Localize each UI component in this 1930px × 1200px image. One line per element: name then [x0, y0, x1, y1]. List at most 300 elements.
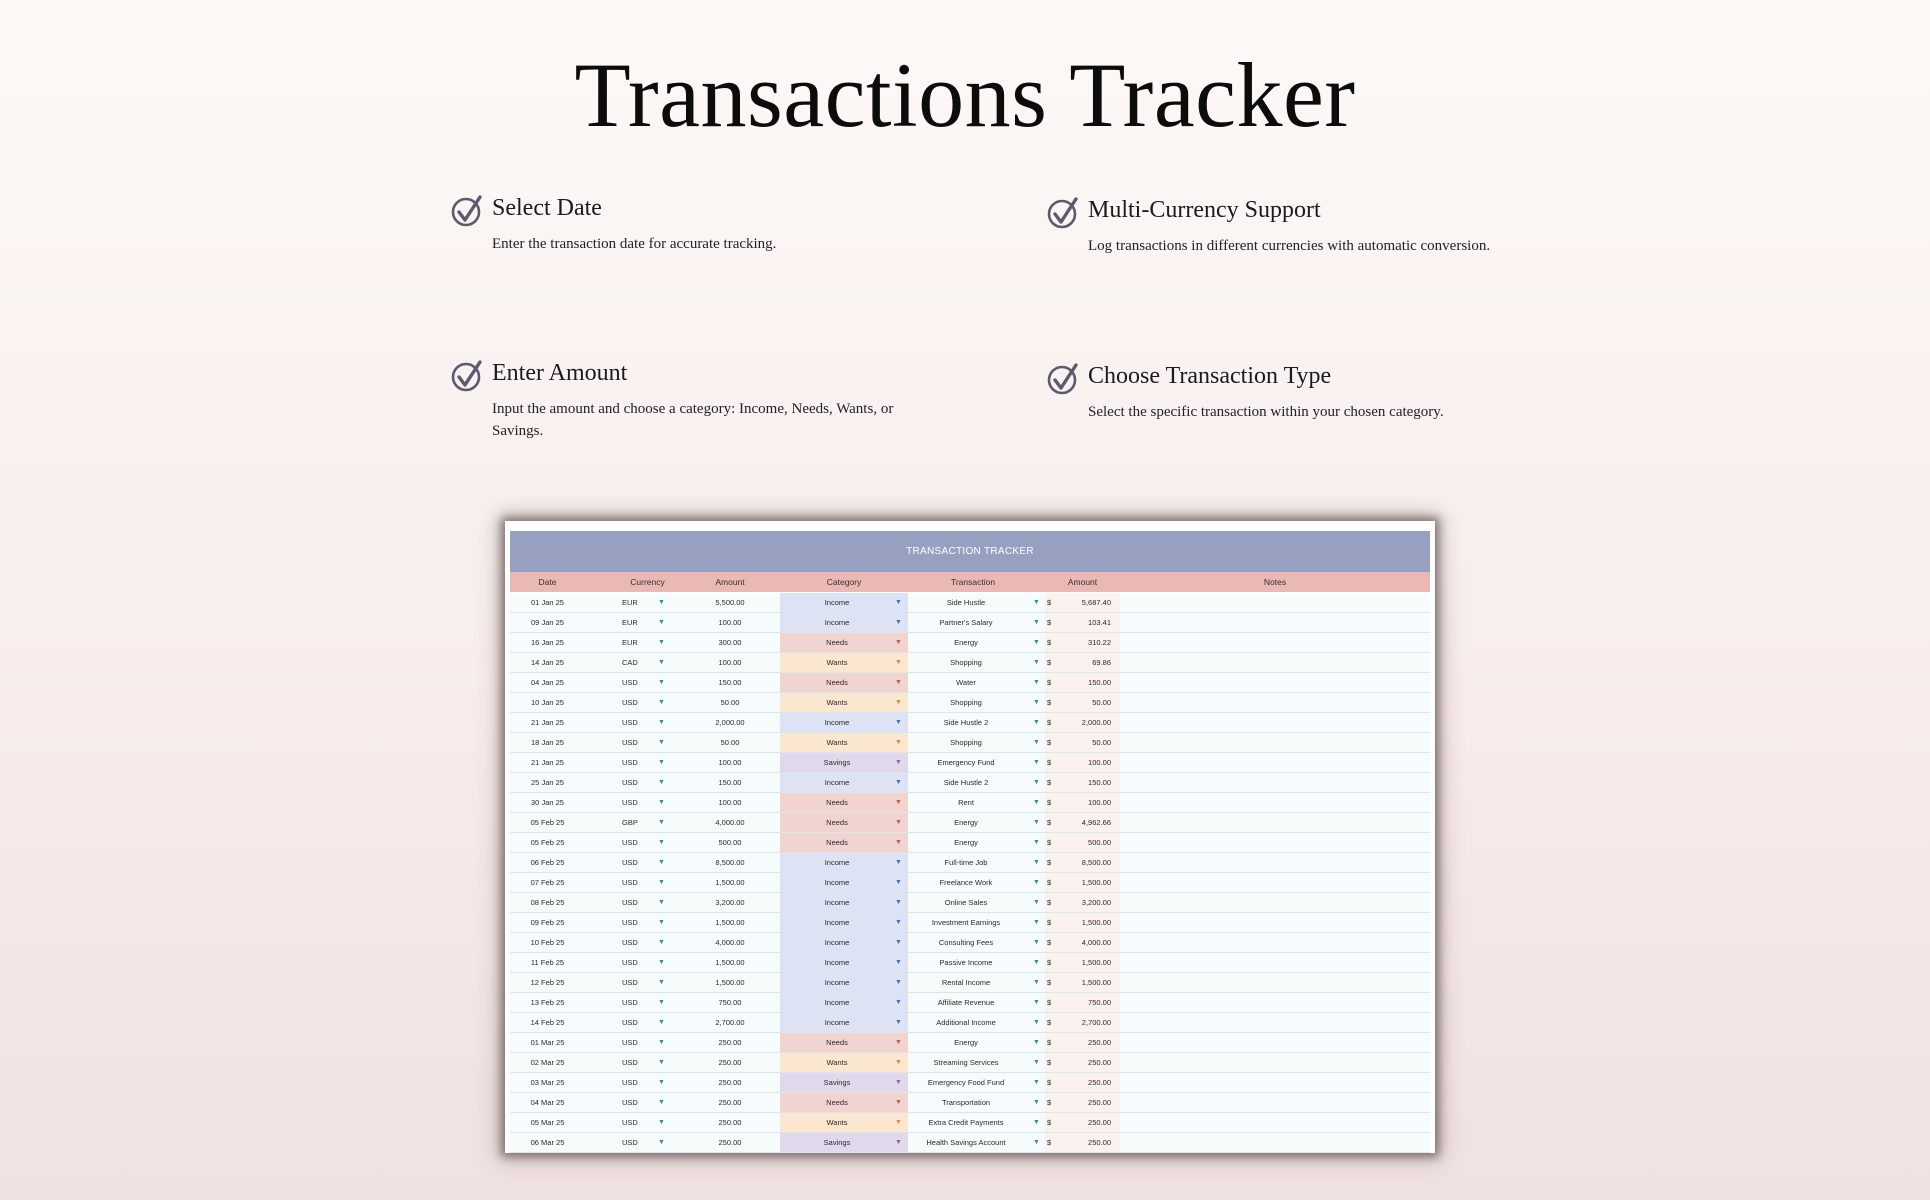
currency-dropdown-icon[interactable]: ▼	[658, 999, 665, 1006]
cell-date[interactable]: 05 Feb 25	[530, 818, 565, 827]
category-dropdown-icon[interactable]: ▼	[895, 1079, 902, 1086]
category-dropdown-icon[interactable]: ▼	[895, 839, 902, 846]
feature-description: Log transactions in different currencies with automatic conversion.	[1088, 238, 1491, 254]
cell-converted-amount: 2,000.00	[1081, 718, 1111, 727]
table-row[interactable]	[510, 753, 1430, 773]
cell-currency[interactable]: CAD	[622, 658, 638, 667]
cell-currency[interactable]: USD	[622, 1098, 638, 1107]
currency-dropdown-icon[interactable]: ▼	[658, 839, 665, 846]
cell-date[interactable]: 06 Feb 25	[530, 858, 565, 867]
cell-category[interactable]: Income	[824, 998, 850, 1007]
feature-description: Enter the transaction date for accurate tracking.	[492, 236, 777, 252]
currency-symbol: $	[1047, 718, 1052, 727]
currency-dropdown-icon[interactable]: ▼	[658, 779, 665, 786]
transaction-dropdown-icon[interactable]: ▼	[1033, 799, 1040, 806]
category-dropdown-icon[interactable]: ▼	[895, 599, 902, 606]
cell-currency[interactable]: USD	[622, 838, 638, 847]
cell-amount[interactable]: 100.00	[718, 658, 742, 667]
cell-date[interactable]: 01 Jan 25	[531, 598, 564, 607]
currency-symbol: $	[1047, 758, 1052, 767]
cell-date[interactable]: 05 Feb 25	[530, 838, 565, 847]
cell-currency[interactable]: USD	[622, 1078, 638, 1087]
currency-dropdown-icon[interactable]: ▼	[658, 819, 665, 826]
header-transaction: Transaction	[950, 577, 996, 587]
currency-symbol: $	[1047, 1058, 1052, 1067]
table-row[interactable]	[510, 1013, 1430, 1033]
currency-dropdown-icon[interactable]: ▼	[658, 799, 665, 806]
cell-transaction[interactable]: Extra Credit Payments	[928, 1118, 1004, 1127]
transaction-dropdown-icon[interactable]: ▼	[1033, 819, 1040, 826]
cell-category[interactable]: Income	[824, 778, 850, 787]
transaction-dropdown-icon[interactable]: ▼	[1033, 839, 1040, 846]
cell-category[interactable]: Needs	[826, 1038, 848, 1047]
cell-currency[interactable]: USD	[622, 1038, 638, 1047]
transaction-dropdown-icon[interactable]: ▼	[1033, 919, 1040, 926]
cell-amount[interactable]: 250.00	[718, 1038, 742, 1047]
cell-converted-amount: 150.00	[1088, 778, 1111, 787]
cell-amount[interactable]: 250.00	[718, 1058, 742, 1067]
cell-converted-amount: 50.00	[1092, 698, 1111, 707]
table-row[interactable]	[510, 653, 1430, 673]
cell-date[interactable]: 10 Feb 25	[530, 938, 565, 947]
cell-transaction[interactable]: Energy	[954, 838, 978, 847]
cell-date[interactable]: 08 Feb 25	[530, 898, 565, 907]
cell-currency[interactable]: USD	[622, 678, 638, 687]
table-row[interactable]	[510, 1093, 1430, 1113]
currency-dropdown-icon[interactable]: ▼	[658, 739, 665, 746]
currency-symbol: $	[1047, 1118, 1052, 1127]
cell-category[interactable]: Savings	[823, 1078, 851, 1087]
cell-currency[interactable]: USD	[622, 758, 638, 767]
cell-amount[interactable]: 2,700.00	[715, 1018, 745, 1027]
cell-amount[interactable]: 50.00	[720, 738, 740, 747]
cell-converted-amount: 750.00	[1088, 998, 1111, 1007]
cell-converted-amount: 69.86	[1092, 658, 1111, 667]
cell-date[interactable]: 18 Jan 25	[531, 738, 564, 747]
table-row[interactable]	[510, 613, 1430, 633]
cell-transaction[interactable]: Emergency Fund	[937, 758, 995, 767]
cell-converted-amount: 250.00	[1088, 1118, 1111, 1127]
cell-transaction[interactable]: Rent	[958, 798, 974, 807]
category-dropdown-icon[interactable]: ▼	[895, 719, 902, 726]
category-dropdown-icon[interactable]: ▼	[895, 1099, 902, 1106]
category-dropdown-icon[interactable]: ▼	[895, 639, 902, 646]
cell-amount[interactable]: 300.00	[718, 638, 742, 647]
cell-transaction[interactable]: Side Hustle 2	[943, 718, 989, 727]
transaction-dropdown-icon[interactable]: ▼	[1033, 1059, 1040, 1066]
cell-date[interactable]: 25 Jan 25	[531, 778, 564, 787]
cell-transaction[interactable]: Freelance Work	[939, 878, 993, 887]
transaction-dropdown-icon[interactable]: ▼	[1033, 779, 1040, 786]
cell-transaction[interactable]: Passive Income	[939, 958, 993, 967]
currency-symbol: $	[1047, 978, 1052, 987]
transaction-dropdown-icon[interactable]: ▼	[1033, 999, 1040, 1006]
category-dropdown-icon[interactable]: ▼	[895, 859, 902, 866]
currency-dropdown-icon[interactable]: ▼	[658, 1119, 665, 1126]
cell-converted-amount: 250.00	[1088, 1138, 1111, 1147]
currency-dropdown-icon[interactable]: ▼	[658, 599, 665, 606]
transaction-dropdown-icon[interactable]: ▼	[1033, 959, 1040, 966]
cell-amount[interactable]: 1,500.00	[715, 958, 745, 967]
category-dropdown-icon[interactable]: ▼	[895, 779, 902, 786]
category-dropdown-icon[interactable]: ▼	[895, 1139, 902, 1146]
currency-dropdown-icon[interactable]: ▼	[658, 639, 665, 646]
table-row[interactable]	[510, 633, 1430, 653]
cell-category[interactable]: Income	[824, 618, 850, 627]
cell-category[interactable]: Income	[824, 958, 850, 967]
currency-dropdown-icon[interactable]: ▼	[658, 1079, 665, 1086]
table-row[interactable]	[510, 673, 1430, 693]
currency-dropdown-icon[interactable]: ▼	[658, 899, 665, 906]
category-dropdown-icon[interactable]: ▼	[895, 1059, 902, 1066]
table-row[interactable]	[510, 1073, 1430, 1093]
currency-symbol: $	[1047, 798, 1052, 807]
cell-category[interactable]: Income	[824, 978, 850, 987]
cell-converted-amount: 4,000.00	[1081, 938, 1111, 947]
currency-symbol: $	[1047, 938, 1052, 947]
checkmark-circle-icon	[1046, 195, 1082, 231]
cell-category[interactable]: Income	[824, 898, 850, 907]
transaction-dropdown-icon[interactable]: ▼	[1033, 679, 1040, 686]
feature-description: Select the specific transaction within your chosen category.	[1088, 404, 1444, 420]
cell-date[interactable]: 04 Jan 25	[531, 678, 564, 687]
cell-date[interactable]: 02 Mar 25	[530, 1058, 565, 1067]
transaction-dropdown-icon[interactable]: ▼	[1033, 619, 1040, 626]
transaction-dropdown-icon[interactable]: ▼	[1033, 859, 1040, 866]
currency-symbol: $	[1047, 918, 1052, 927]
cell-amount[interactable]: 250.00	[718, 1138, 742, 1147]
cell-converted-amount: 250.00	[1088, 1078, 1111, 1087]
currency-dropdown-icon[interactable]: ▼	[658, 1019, 665, 1026]
table-row[interactable]	[510, 1133, 1430, 1153]
category-dropdown-icon[interactable]: ▼	[895, 1019, 902, 1026]
header-date: Date	[538, 577, 557, 587]
cell-category[interactable]: Income	[824, 918, 850, 927]
cell-currency[interactable]: USD	[622, 958, 638, 967]
transaction-dropdown-icon[interactable]: ▼	[1033, 739, 1040, 746]
cell-date[interactable]: 06 Mar 25	[530, 1138, 565, 1147]
cell-date[interactable]: 30 Jan 25	[531, 798, 564, 807]
table-row[interactable]	[510, 893, 1430, 913]
cell-date[interactable]: 21 Jan 25	[531, 758, 564, 767]
cell-transaction[interactable]: Energy	[954, 638, 978, 647]
cell-currency[interactable]: USD	[622, 878, 638, 887]
currency-dropdown-icon[interactable]: ▼	[658, 719, 665, 726]
cell-amount[interactable]: 5,500.00	[715, 598, 745, 607]
cell-amount[interactable]: 100.00	[718, 798, 742, 807]
cell-category[interactable]: Income	[824, 598, 850, 607]
table-row[interactable]	[510, 773, 1430, 793]
cell-amount[interactable]: 100.00	[718, 618, 742, 627]
cell-currency[interactable]: USD	[622, 998, 638, 1007]
cell-category[interactable]: Needs	[826, 798, 848, 807]
cell-amount[interactable]: 1,500.00	[715, 878, 745, 887]
table-row[interactable]	[510, 793, 1430, 813]
cell-amount[interactable]: 150.00	[718, 678, 742, 687]
header-notes: Notes	[1263, 577, 1287, 587]
cell-transaction[interactable]: Transportation	[941, 1098, 991, 1107]
cell-amount[interactable]: 1,500.00	[715, 978, 745, 987]
cell-amount[interactable]: 50.00	[720, 698, 740, 707]
cell-amount[interactable]: 100.00	[718, 758, 742, 767]
cell-transaction[interactable]: Side Hustle 2	[943, 778, 989, 787]
currency-symbol: $	[1047, 858, 1052, 867]
category-dropdown-icon[interactable]: ▼	[895, 1039, 902, 1046]
cell-amount[interactable]: 4,000.00	[715, 938, 745, 947]
table-row[interactable]	[510, 1113, 1430, 1133]
transaction-dropdown-icon[interactable]: ▼	[1033, 659, 1040, 666]
table-row[interactable]	[510, 933, 1430, 953]
cell-category[interactable]: Needs	[826, 1098, 848, 1107]
cell-converted-amount: 250.00	[1088, 1098, 1111, 1107]
currency-symbol: $	[1047, 878, 1052, 887]
cell-currency[interactable]: USD	[622, 898, 638, 907]
transaction-dropdown-icon[interactable]: ▼	[1033, 599, 1040, 606]
currency-dropdown-icon[interactable]: ▼	[658, 1059, 665, 1066]
header-currency: Currency	[630, 577, 665, 587]
cell-category[interactable]: Needs	[826, 638, 848, 647]
cell-category[interactable]: Income	[824, 938, 850, 947]
cell-category[interactable]: Needs	[826, 678, 848, 687]
transaction-dropdown-icon[interactable]: ▼	[1033, 979, 1040, 986]
cell-transaction[interactable]: Shopping	[950, 698, 982, 707]
cell-amount[interactable]: 250.00	[718, 1098, 742, 1107]
currency-dropdown-icon[interactable]: ▼	[658, 859, 665, 866]
cell-date[interactable]: 16 Jan 25	[531, 638, 564, 647]
cell-transaction[interactable]: Streaming Services	[933, 1058, 999, 1067]
cell-transaction[interactable]: Side Hustle	[946, 598, 986, 607]
header-category: Category	[826, 577, 862, 587]
cell-transaction[interactable]: Affiliate Revenue	[937, 998, 995, 1007]
table-row[interactable]	[510, 993, 1430, 1013]
cell-date[interactable]: 21 Jan 25	[531, 718, 564, 727]
category-dropdown-icon[interactable]: ▼	[895, 879, 902, 886]
currency-dropdown-icon[interactable]: ▼	[658, 979, 665, 986]
cell-currency[interactable]: EUR	[622, 638, 638, 647]
cell-converted-amount: 100.00	[1088, 758, 1111, 767]
transaction-dropdown-icon[interactable]: ▼	[1033, 899, 1040, 906]
cell-converted-amount: 3,200.00	[1081, 898, 1111, 907]
table-row[interactable]	[510, 593, 1430, 613]
table-row[interactable]	[510, 873, 1430, 893]
cell-date[interactable]: 09 Feb 25	[530, 918, 565, 927]
cell-category[interactable]: Savings	[823, 1138, 851, 1147]
cell-transaction[interactable]: Online Sales	[944, 898, 988, 907]
table-row[interactable]	[510, 813, 1430, 833]
cell-converted-amount: 1,500.00	[1081, 978, 1111, 987]
cell-amount[interactable]: 8,500.00	[715, 858, 745, 867]
transaction-dropdown-icon[interactable]: ▼	[1033, 939, 1040, 946]
cell-date[interactable]: 03 Mar 25	[530, 1078, 565, 1087]
cell-amount[interactable]: 2,000.00	[715, 718, 745, 727]
cell-category[interactable]: Wants	[826, 1118, 848, 1127]
cell-date[interactable]: 11 Feb 25	[530, 958, 565, 967]
cell-date[interactable]: 09 Jan 25	[531, 618, 564, 627]
cell-date[interactable]: 07 Feb 25	[530, 878, 565, 887]
cell-converted-amount: 2,700.00	[1081, 1018, 1111, 1027]
table-row[interactable]	[510, 913, 1430, 933]
table-row[interactable]	[510, 1033, 1430, 1053]
cell-transaction[interactable]: Water	[956, 678, 976, 687]
cell-category[interactable]: Income	[824, 1018, 850, 1027]
cell-category[interactable]: Needs	[826, 818, 848, 827]
category-dropdown-icon[interactable]: ▼	[895, 979, 902, 986]
cell-date[interactable]: 12 Feb 25	[530, 978, 565, 987]
cell-transaction[interactable]: Energy	[954, 1038, 978, 1047]
cell-transaction[interactable]: Additional Income	[936, 1018, 996, 1027]
cell-amount[interactable]: 4,000.00	[715, 818, 745, 827]
cell-amount[interactable]: 150.00	[718, 778, 742, 787]
currency-symbol: $	[1047, 818, 1052, 827]
category-dropdown-icon[interactable]: ▼	[895, 819, 902, 826]
currency-dropdown-icon[interactable]: ▼	[658, 699, 665, 706]
currency-dropdown-icon[interactable]: ▼	[658, 939, 665, 946]
cell-category[interactable]: Income	[824, 718, 850, 727]
currency-dropdown-icon[interactable]: ▼	[658, 1099, 665, 1106]
cell-transaction[interactable]: Full-time Job	[944, 858, 988, 867]
currency-symbol: $	[1047, 958, 1052, 967]
transaction-dropdown-icon[interactable]: ▼	[1033, 1119, 1040, 1126]
table-row[interactable]	[510, 1053, 1430, 1073]
cell-currency[interactable]: USD	[622, 938, 638, 947]
cell-category[interactable]: Savings	[823, 758, 851, 767]
cell-amount[interactable]: 1,500.00	[715, 918, 745, 927]
cell-category[interactable]: Wants	[826, 1058, 848, 1067]
cell-transaction[interactable]: Shopping	[950, 658, 982, 667]
transaction-dropdown-icon[interactable]: ▼	[1033, 639, 1040, 646]
transaction-dropdown-icon[interactable]: ▼	[1033, 759, 1040, 766]
cell-transaction[interactable]: Health Savings Account	[926, 1138, 1006, 1147]
cell-date[interactable]: 14 Feb 25	[530, 1018, 565, 1027]
feature-title: Enter Amount	[492, 360, 628, 386]
cell-amount[interactable]: 250.00	[718, 1118, 742, 1127]
sheet-rows	[510, 593, 1430, 1153]
cell-amount[interactable]: 250.00	[718, 1078, 742, 1087]
cell-amount[interactable]: 500.00	[718, 838, 742, 847]
cell-transaction[interactable]: Energy	[954, 818, 978, 827]
currency-symbol: $	[1047, 998, 1052, 1007]
transaction-dropdown-icon[interactable]: ▼	[1033, 1139, 1040, 1146]
transaction-dropdown-icon[interactable]: ▼	[1033, 1039, 1040, 1046]
cell-amount[interactable]: 750.00	[718, 998, 742, 1007]
cell-transaction[interactable]: Shopping	[950, 738, 982, 747]
cell-currency[interactable]: USD	[622, 1118, 638, 1127]
table-row[interactable]	[510, 853, 1430, 873]
currency-dropdown-icon[interactable]: ▼	[658, 879, 665, 886]
category-dropdown-icon[interactable]: ▼	[895, 899, 902, 906]
cell-currency[interactable]: USD	[622, 1018, 638, 1027]
currency-dropdown-icon[interactable]: ▼	[658, 1039, 665, 1046]
cell-category[interactable]: Wants	[826, 738, 848, 747]
cell-converted-amount: 1,500.00	[1081, 878, 1111, 887]
cell-transaction[interactable]: Emergency Food Fund	[927, 1078, 1005, 1087]
currency-dropdown-icon[interactable]: ▼	[658, 759, 665, 766]
cell-converted-amount: 4,962.66	[1081, 818, 1111, 827]
cell-transaction[interactable]: Investment Earnings	[931, 918, 1001, 927]
category-dropdown-icon[interactable]: ▼	[895, 759, 902, 766]
category-dropdown-icon[interactable]: ▼	[895, 919, 902, 926]
table-row[interactable]	[510, 693, 1430, 713]
cell-transaction[interactable]: Rental Income	[941, 978, 991, 987]
cell-date[interactable]: 13 Feb 25	[530, 998, 565, 1007]
transaction-dropdown-icon[interactable]: ▼	[1033, 1079, 1040, 1086]
transaction-dropdown-icon[interactable]: ▼	[1033, 719, 1040, 726]
transaction-dropdown-icon[interactable]: ▼	[1033, 1099, 1040, 1106]
category-dropdown-icon[interactable]: ▼	[895, 659, 902, 666]
category-dropdown-icon[interactable]: ▼	[895, 999, 902, 1006]
cell-currency[interactable]: USD	[622, 718, 638, 727]
table-row[interactable]	[510, 953, 1430, 973]
cell-category[interactable]: Income	[824, 878, 850, 887]
cell-converted-amount: 5,687.40	[1081, 598, 1111, 607]
cell-converted-amount: 500.00	[1088, 838, 1111, 847]
cell-category[interactable]: Wants	[826, 658, 848, 667]
cell-date[interactable]: 05 Mar 25	[530, 1118, 565, 1127]
currency-dropdown-icon[interactable]: ▼	[658, 619, 665, 626]
transaction-dropdown-icon[interactable]: ▼	[1033, 879, 1040, 886]
cell-transaction[interactable]: Partner's Salary	[939, 618, 993, 627]
cell-currency[interactable]: USD	[622, 698, 638, 707]
currency-symbol: $	[1047, 838, 1052, 847]
category-dropdown-icon[interactable]: ▼	[895, 1119, 902, 1126]
cell-date[interactable]: 04 Mar 25	[530, 1098, 565, 1107]
cell-currency[interactable]: EUR	[622, 598, 638, 607]
currency-dropdown-icon[interactable]: ▼	[658, 1139, 665, 1146]
cell-currency[interactable]: USD	[622, 918, 638, 927]
cell-currency[interactable]: USD	[622, 778, 638, 787]
category-dropdown-icon[interactable]: ▼	[895, 679, 902, 686]
currency-dropdown-icon[interactable]: ▼	[658, 919, 665, 926]
cell-category[interactable]: Income	[824, 858, 850, 867]
category-dropdown-icon[interactable]: ▼	[895, 959, 902, 966]
table-row[interactable]	[510, 733, 1430, 753]
cell-category[interactable]: Wants	[826, 698, 848, 707]
category-dropdown-icon[interactable]: ▼	[895, 799, 902, 806]
currency-symbol: $	[1047, 778, 1052, 787]
feature-title: Select Date	[492, 195, 602, 221]
cell-currency[interactable]: USD	[622, 978, 638, 987]
cell-currency[interactable]: USD	[622, 798, 638, 807]
cell-category[interactable]: Needs	[826, 838, 848, 847]
cell-currency[interactable]: GBP	[622, 818, 638, 827]
currency-symbol: $	[1047, 678, 1052, 687]
cell-currency[interactable]: USD	[622, 738, 638, 747]
cell-transaction[interactable]: Consulting Fees	[938, 938, 994, 947]
category-dropdown-icon[interactable]: ▼	[895, 619, 902, 626]
currency-dropdown-icon[interactable]: ▼	[658, 959, 665, 966]
table-row[interactable]	[510, 833, 1430, 853]
category-dropdown-icon[interactable]: ▼	[895, 699, 902, 706]
table-row[interactable]	[510, 713, 1430, 733]
cell-currency[interactable]: USD	[622, 1138, 638, 1147]
cell-currency[interactable]: EUR	[622, 618, 638, 627]
cell-currency[interactable]: USD	[622, 858, 638, 867]
category-dropdown-icon[interactable]: ▼	[895, 939, 902, 946]
currency-dropdown-icon[interactable]: ▼	[658, 659, 665, 666]
category-dropdown-icon[interactable]: ▼	[895, 739, 902, 746]
cell-converted-amount: 1,500.00	[1081, 958, 1111, 967]
table-row[interactable]	[510, 973, 1430, 993]
cell-date[interactable]: 10 Jan 25	[531, 698, 564, 707]
cell-date[interactable]: 14 Jan 25	[531, 658, 564, 667]
transaction-dropdown-icon[interactable]: ▼	[1033, 1019, 1040, 1026]
transaction-dropdown-icon[interactable]: ▼	[1033, 699, 1040, 706]
currency-dropdown-icon[interactable]: ▼	[658, 679, 665, 686]
cell-date[interactable]: 01 Mar 25	[530, 1038, 565, 1047]
currency-symbol: $	[1047, 698, 1052, 707]
cell-currency[interactable]: USD	[622, 1058, 638, 1067]
cell-amount[interactable]: 3,200.00	[715, 898, 745, 907]
